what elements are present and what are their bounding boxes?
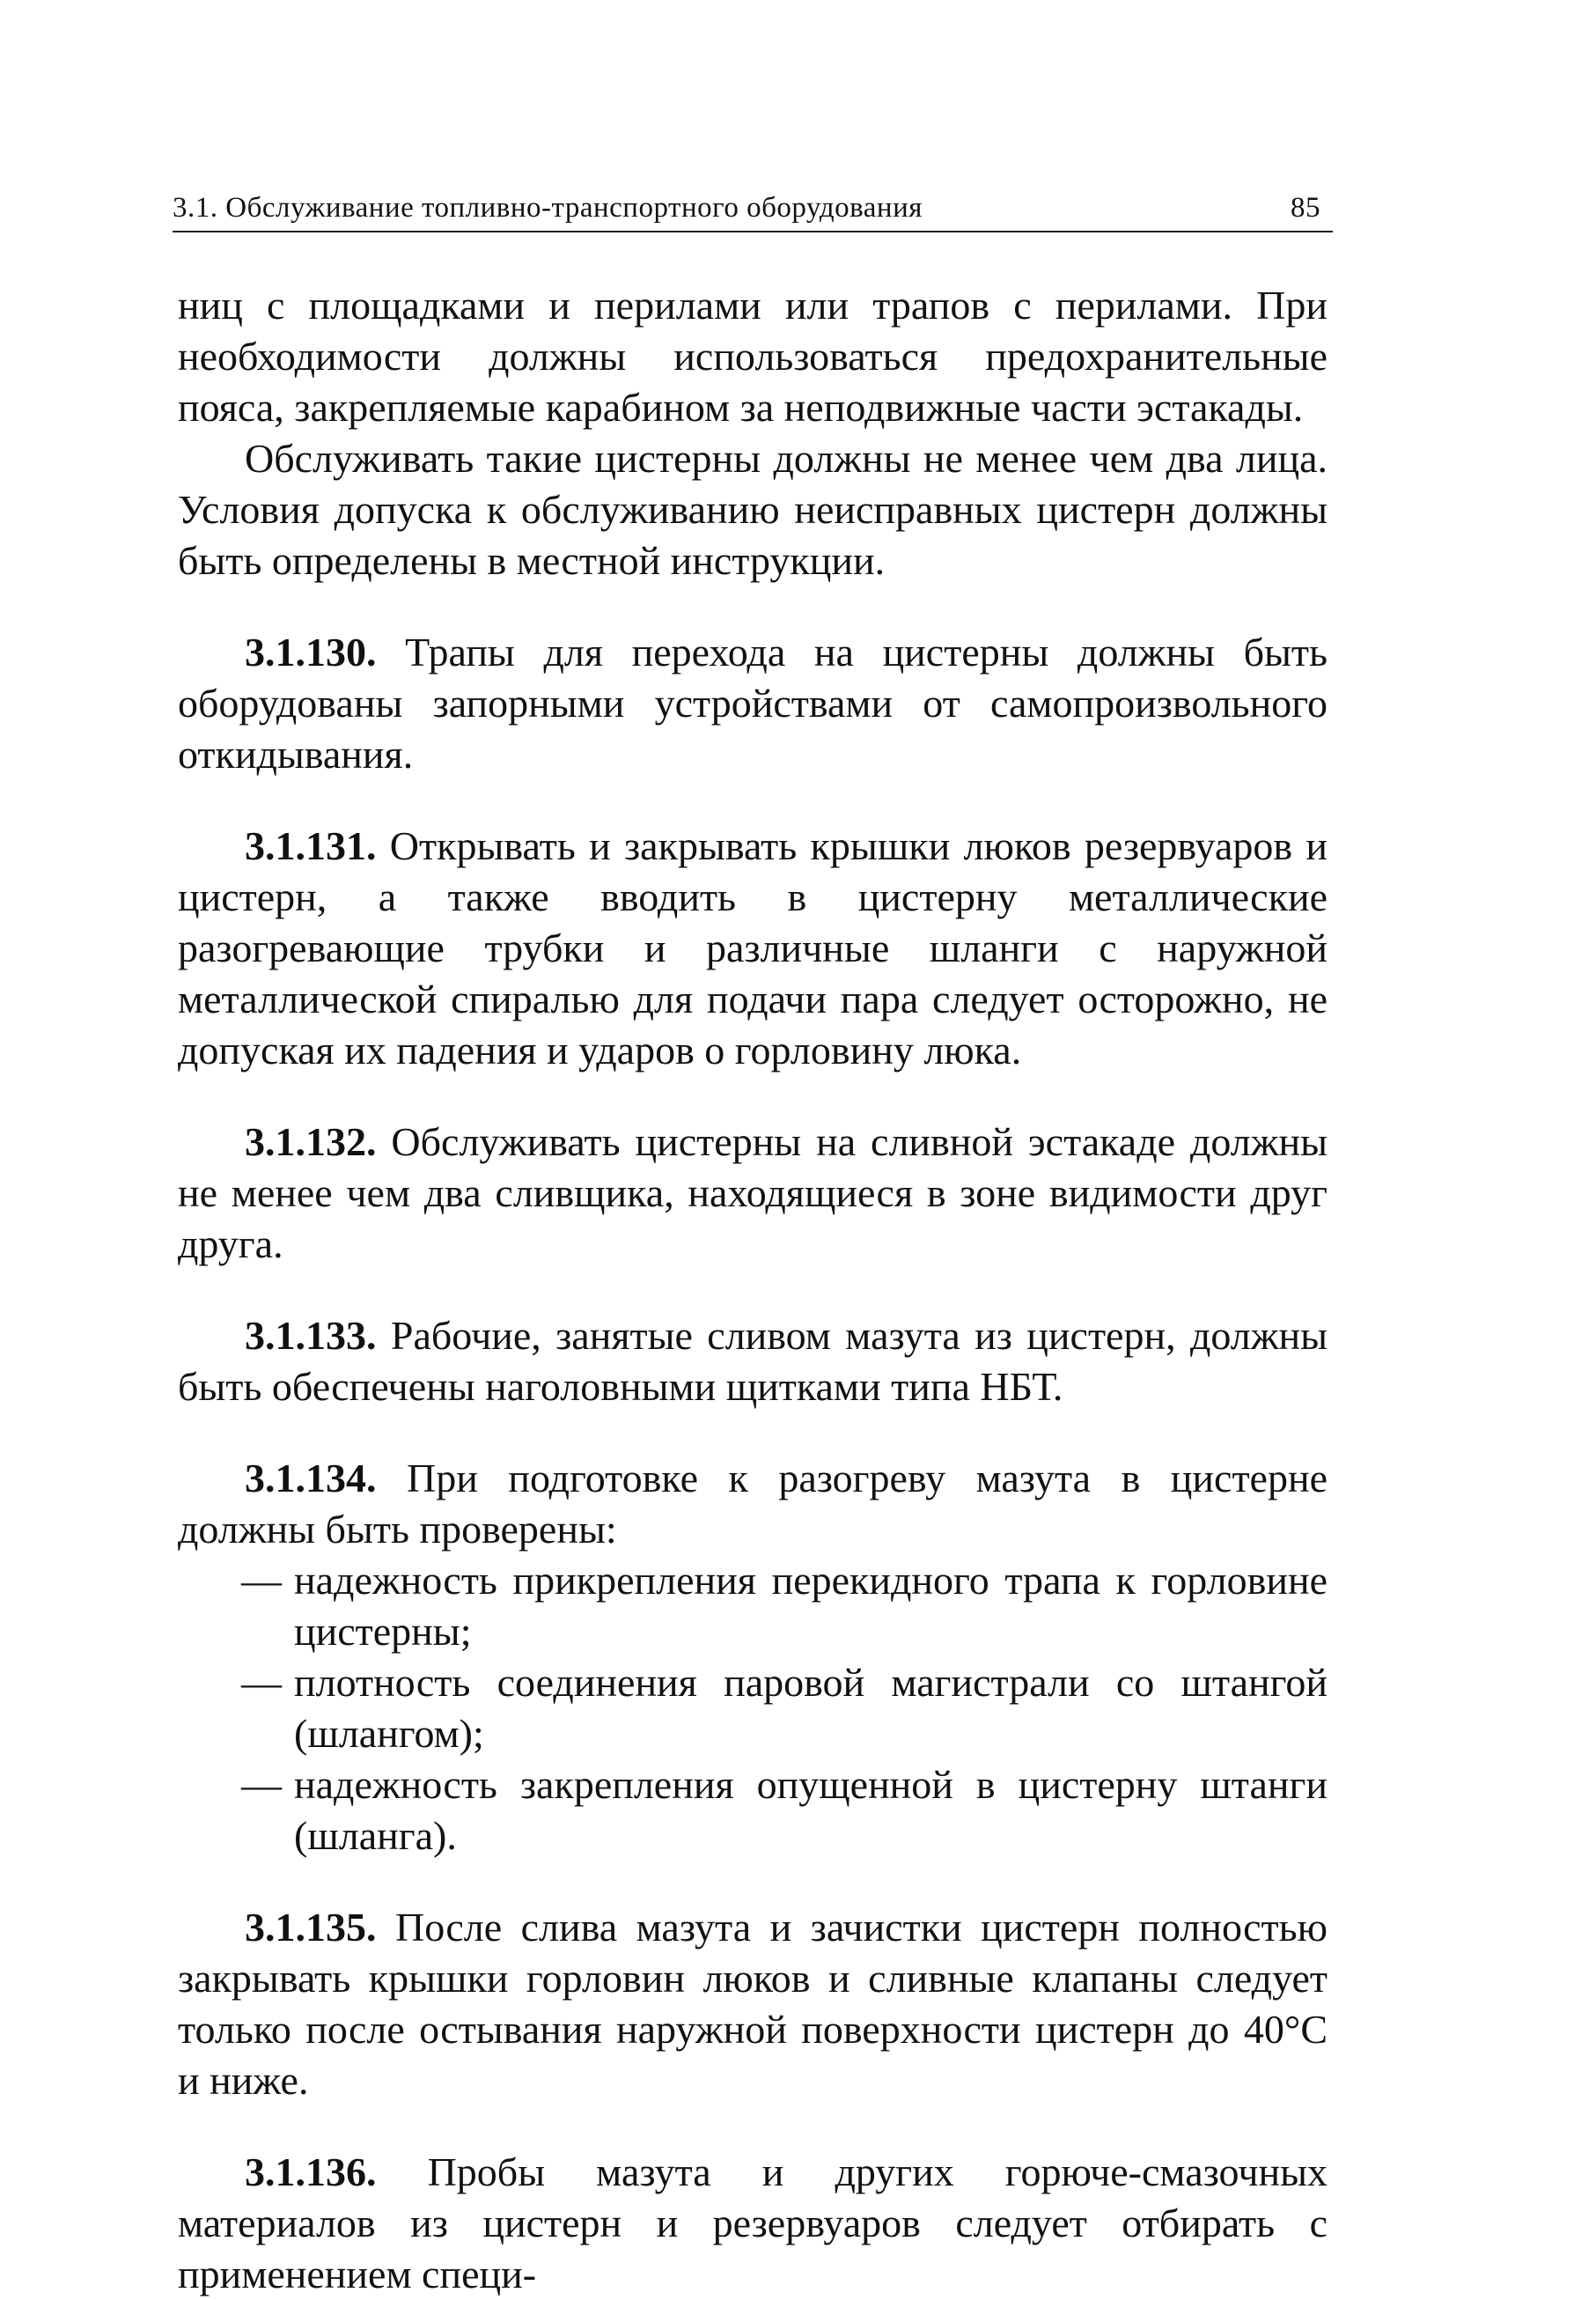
body-text	[178, 280, 1328, 2300]
section-number: 3.1.134.	[245, 1456, 377, 1500]
dash-bullet: —	[241, 1762, 282, 1807]
section-3-1-134	[178, 1453, 1328, 1555]
header-rule	[173, 231, 1333, 232]
section-3-1-132	[178, 1117, 1328, 1270]
running-header	[173, 187, 1333, 238]
dash-bullet: —	[241, 1558, 282, 1603]
dash-bullet: —	[241, 1660, 282, 1705]
list-item-text: надежность прикрепления перекидного трапа к горловине цистерны;	[294, 1558, 1328, 1654]
section-number: 3.1.131.	[245, 823, 377, 868]
list-item-text: надежность закрепления опущенной в цистерну штанги (шланга).	[294, 1762, 1328, 1858]
list-item-text: плотность соединения паровой магистрали со штангой (шлангом);	[294, 1660, 1328, 1756]
running-title: 3.1. Обслуживание топливно-транспортного оборудования	[173, 192, 923, 224]
paragraph-continuation: ниц с площадками и перилами или трапов с перилами. При необходимости должны использоваться предохранительные пояса, закрепляемые карабином за неподвижные части эстакады.	[178, 283, 1328, 430]
section-text: При подготовке к разогреву мазута в цистерне должны быть проверены:	[178, 1456, 1328, 1552]
section-3-1-135	[178, 1902, 1328, 2106]
section-3-1-130	[178, 627, 1328, 780]
section-text: После слива мазута и зачистки цистерн полностью закрывать крышки горловин люков и сливные клапаны следует только после остывания наружной поверхности цистерн до 40°С и ниже.	[178, 1905, 1328, 2103]
section-text: Рабочие, занятые сливом мазута из цистерн, должны быть обеспечены наголовными щитками типа НБТ.	[178, 1313, 1328, 1409]
section-number: 3.1.132.	[245, 1119, 377, 1164]
list-item	[178, 1759, 1328, 1861]
section-text: Трапы для перехода на цистерны должны быть оборудованы запорными устройствами от самопроизвольного откидывания.	[178, 630, 1328, 777]
section-number: 3.1.133.	[245, 1313, 377, 1358]
section-3-1-136	[178, 2147, 1328, 2300]
paragraph: Обслуживать такие цистерны должны не менее чем два лица. Условия допуска к обслуживанию неисправных цистерн должны быть определены в местной инструкции.	[178, 436, 1328, 583]
list-item	[178, 1657, 1328, 1759]
section-text: Пробы мазута и других горюче-смазочных материалов из цистерн и резервуаров следует отбирать с применением специ-	[178, 2149, 1328, 2296]
page-number: 85	[1291, 192, 1320, 224]
section-3-1-133	[178, 1310, 1328, 1412]
list-item	[178, 1555, 1328, 1657]
section-number: 3.1.136.	[245, 2149, 377, 2194]
checklist	[178, 1555, 1328, 1861]
section-text: Открывать и закрывать крышки люков резервуаров и цистерн, а также вводить в цистерну металлические разогревающие трубки и различные шланги с наружной металлической спиралью для подачи пара следует осторожно, не допуская их падения и ударов о горловину люка.	[178, 823, 1328, 1073]
section-text: Обслуживать цистерны на сливной эстакаде должны не менее чем два сливщика, находящиеся в зоне видимости друг друга.	[178, 1119, 1328, 1266]
section-3-1-131	[178, 821, 1328, 1076]
section-number: 3.1.130.	[245, 630, 377, 675]
section-number: 3.1.135.	[245, 1905, 377, 1950]
